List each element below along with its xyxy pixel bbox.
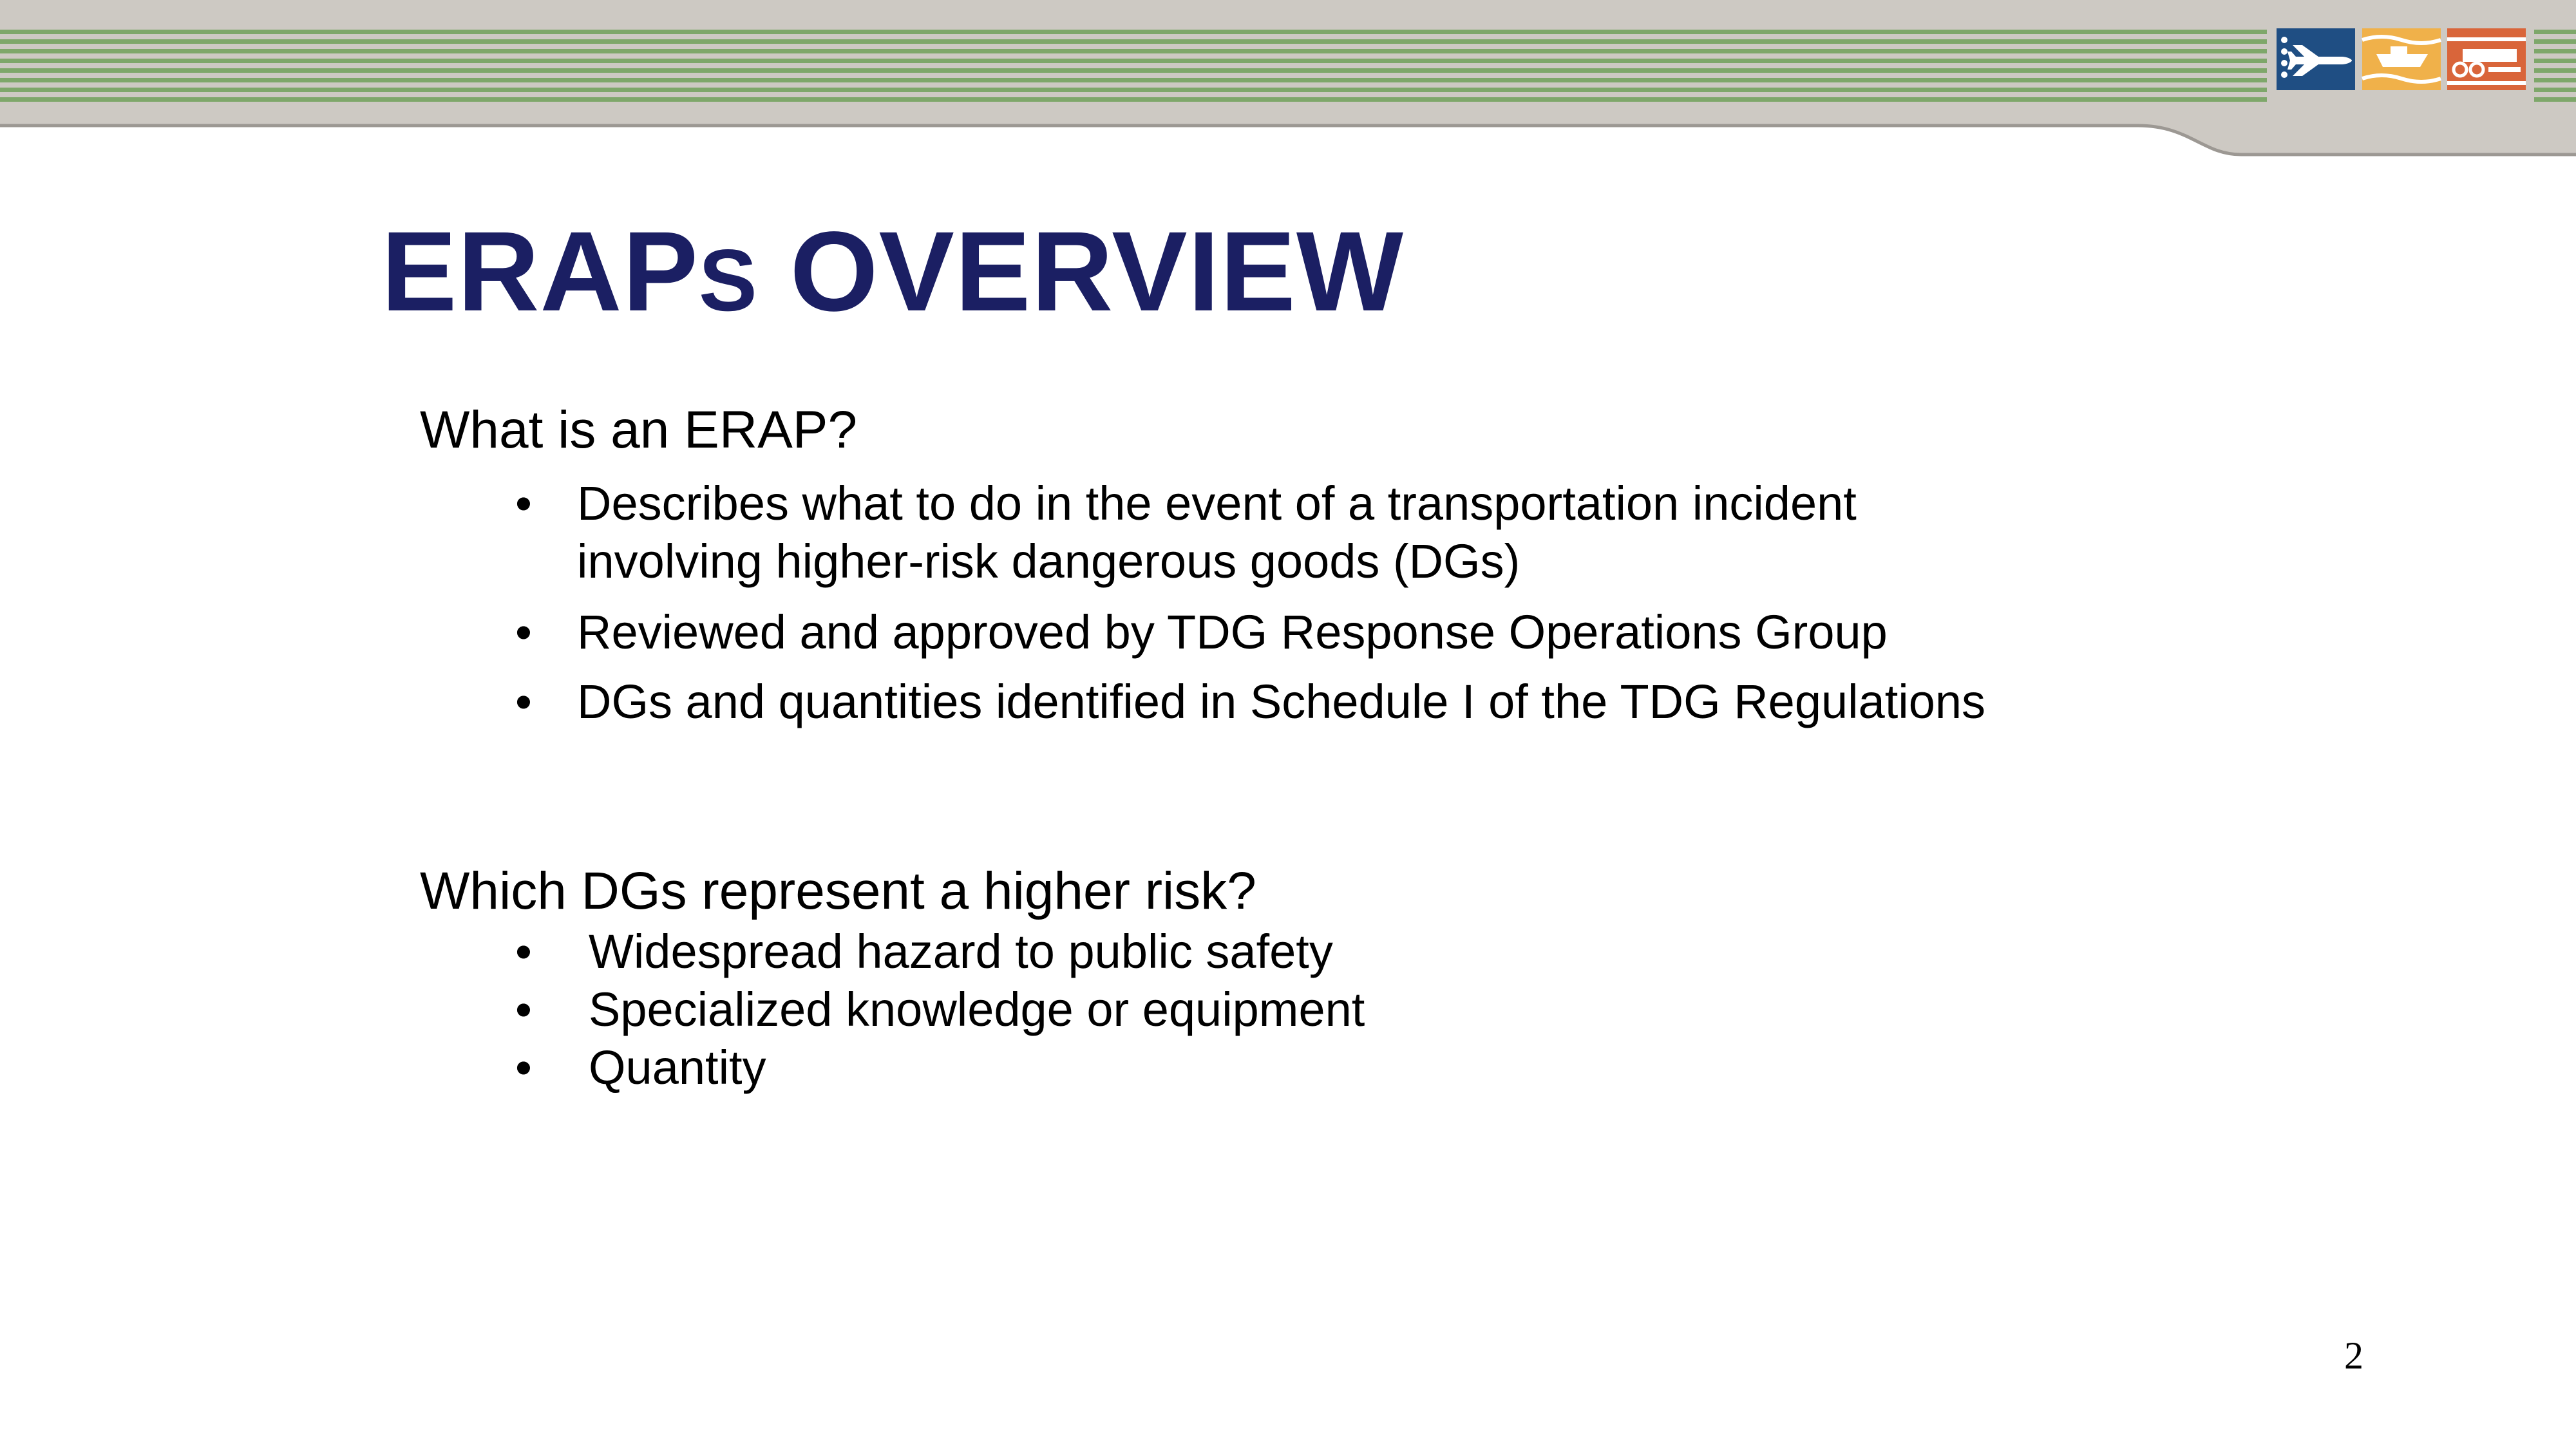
- header-banner: [0, 0, 2576, 167]
- bullet-dot: •: [515, 925, 532, 978]
- bullet-text: Quantity: [589, 1041, 766, 1094]
- airplane-icon: [2277, 28, 2355, 90]
- bullet-text: involving higher-risk dangerous goods (DGs): [577, 535, 1520, 588]
- train-icon: [2447, 28, 2526, 90]
- section-heading-higher-risk: Which DGs represent a higher risk?: [420, 862, 1256, 920]
- bullet-dot: •: [515, 1041, 532, 1094]
- bullet-dot: •: [515, 605, 532, 659]
- title-small-s: S: [698, 231, 758, 329]
- bullet-dot: •: [515, 983, 532, 1036]
- bullet-text: Describes what to do in the event of a transportation incident: [577, 477, 1857, 530]
- title-main: ERAP: [381, 209, 699, 335]
- bullet-text: Widespread hazard to public safety: [589, 925, 1333, 978]
- bullet-text: DGs and quantities identified in Schedule I of the TDG Regulations: [577, 675, 1986, 728]
- slide-title: [381, 207, 1404, 345]
- section-heading-what-is-erap: What is an ERAP?: [420, 401, 858, 459]
- bullet-dot: •: [515, 477, 532, 530]
- page-number: 2: [2344, 1334, 2363, 1377]
- bullet-text: Reviewed and approved by TDG Response Operations Group: [577, 605, 1888, 659]
- bullet-text: Specialized knowledge or equipment: [589, 983, 1365, 1036]
- bullet-dot: •: [515, 675, 532, 728]
- title-rest: OVERVIEW: [757, 209, 1404, 335]
- ship-icon: [2362, 28, 2441, 90]
